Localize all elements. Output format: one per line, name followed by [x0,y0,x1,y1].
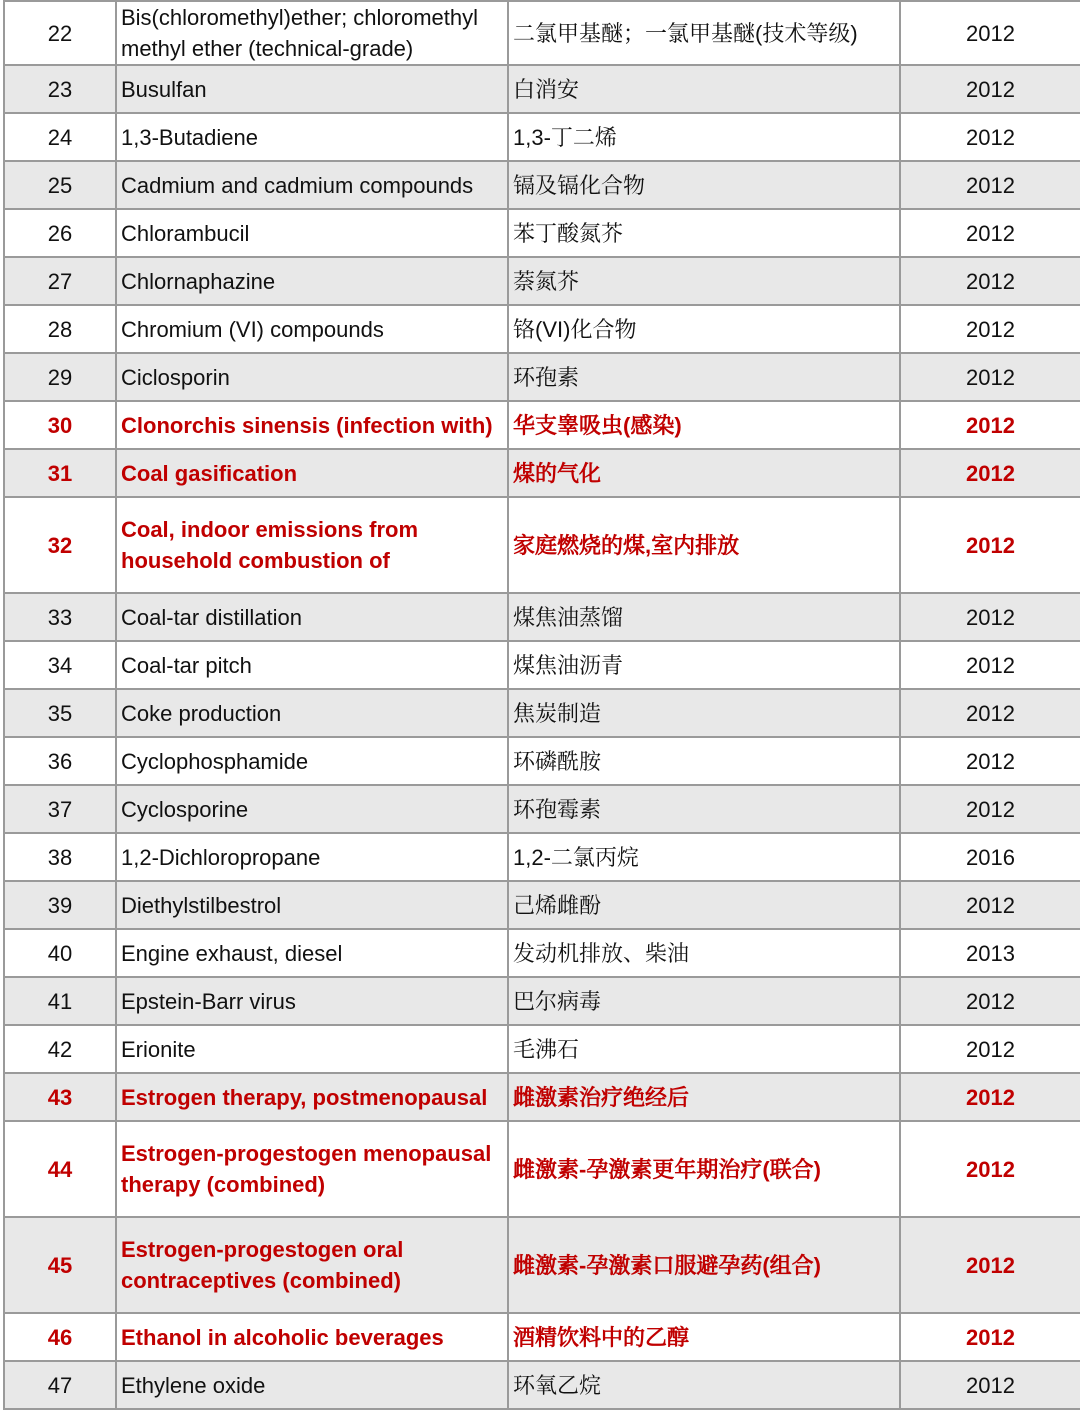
agent-name-chinese: 二氯甲基醚；一氯甲基醚(技术等级) [508,1,900,65]
classification-year: 2012 [900,209,1080,257]
agent-name-chinese: 萘氮芥 [508,257,900,305]
classification-year: 2012 [900,785,1080,833]
agent-name-english: Bis(chloromethyl)ether; chloromethyl methyl ether (technical-grade) [116,1,508,65]
table-body [4,1,1080,1409]
agent-name-chinese: 白消安 [508,65,900,113]
classification-year: 2012 [900,1361,1080,1409]
table-row [4,833,1080,881]
classification-year: 2012 [900,1121,1080,1217]
table-row [4,977,1080,1025]
agent-name-english: Busulfan [116,65,508,113]
agent-name-chinese: 巴尔病毒 [508,977,900,1025]
agent-name-english: 1,3-Butadiene [116,113,508,161]
agent-name-english: Estrogen-progestogen menopausal therapy (combined) [116,1121,508,1217]
agent-name-english: Diethylstilbestrol [116,881,508,929]
agent-name-english: Ciclosporin [116,353,508,401]
classification-year: 2012 [900,1313,1080,1361]
row-number: 29 [4,353,116,401]
row-number: 33 [4,593,116,641]
agent-name-chinese: 铬(VI)化合物 [508,305,900,353]
row-number: 39 [4,881,116,929]
table-row-highlighted [4,1073,1080,1121]
table-row [4,689,1080,737]
agent-name-chinese: 1,2-二氯丙烷 [508,833,900,881]
agent-name-chinese: 煤焦油沥青 [508,641,900,689]
agent-name-chinese: 煤焦油蒸馏 [508,593,900,641]
row-number: 42 [4,1025,116,1073]
agent-name-chinese: 苯丁酸氮芥 [508,209,900,257]
agent-name-chinese: 焦炭制造 [508,689,900,737]
classification-year: 2016 [900,833,1080,881]
agent-name-english: Cadmium and cadmium compounds [116,161,508,209]
agent-name-chinese: 镉及镉化合物 [508,161,900,209]
agent-name-chinese: 1,3-丁二烯 [508,113,900,161]
classification-year: 2012 [900,593,1080,641]
classification-year: 2012 [900,449,1080,497]
table-row [4,1361,1080,1409]
table-row [4,1,1080,65]
agent-name-english: Clonorchis sinensis (infection with) [116,401,508,449]
table-row [4,1025,1080,1073]
table-row [4,737,1080,785]
row-number: 43 [4,1073,116,1121]
table-row [4,209,1080,257]
agent-name-english: Chlorambucil [116,209,508,257]
classification-year: 2012 [900,689,1080,737]
row-number: 23 [4,65,116,113]
row-number: 28 [4,305,116,353]
agent-name-chinese: 毛沸石 [508,1025,900,1073]
table-row-highlighted [4,1121,1080,1217]
classification-year: 2012 [900,881,1080,929]
agent-name-chinese: 环磷酰胺 [508,737,900,785]
row-number: 40 [4,929,116,977]
classification-year: 2012 [900,641,1080,689]
table-row [4,641,1080,689]
agent-name-chinese: 雌激素-孕激素口服避孕药(组合) [508,1217,900,1313]
classification-year: 2012 [900,737,1080,785]
agent-name-english: Ethanol in alcoholic beverages [116,1313,508,1361]
agent-name-english: Cyclosporine [116,785,508,833]
classification-year: 2012 [900,1,1080,65]
agent-name-chinese: 环孢霉素 [508,785,900,833]
agent-name-chinese: 家庭燃烧的煤,室内排放 [508,497,900,593]
agent-name-english: Coke production [116,689,508,737]
classification-year: 2012 [900,1217,1080,1313]
agent-name-english: Erionite [116,1025,508,1073]
row-number: 22 [4,1,116,65]
row-number: 41 [4,977,116,1025]
table-row [4,593,1080,641]
agent-name-english: Engine exhaust, diesel [116,929,508,977]
row-number: 26 [4,209,116,257]
agent-name-chinese: 雌激素-孕激素更年期治疗(联合) [508,1121,900,1217]
classification-year: 2012 [900,65,1080,113]
agent-name-chinese: 发动机排放、柴油 [508,929,900,977]
agent-name-english: Chlornaphazine [116,257,508,305]
table-row [4,785,1080,833]
agent-name-english: Chromium (VI) compounds [116,305,508,353]
table-row [4,305,1080,353]
table-row [4,65,1080,113]
table-row-highlighted [4,497,1080,593]
table-row-highlighted [4,1313,1080,1361]
agent-name-english: Estrogen-progestogen oral contraceptives (combined) [116,1217,508,1313]
classification-year: 2013 [900,929,1080,977]
agent-name-english: Estrogen therapy, postmenopausal [116,1073,508,1121]
agent-name-chinese: 煤的气化 [508,449,900,497]
agent-name-english: Coal-tar pitch [116,641,508,689]
row-number: 36 [4,737,116,785]
agent-name-chinese: 华支睾吸虫(感染) [508,401,900,449]
classification-year: 2012 [900,977,1080,1025]
agent-name-english: Cyclophosphamide [116,737,508,785]
row-number: 31 [4,449,116,497]
row-number: 45 [4,1217,116,1313]
classification-year: 2012 [900,353,1080,401]
classification-year: 2012 [900,1073,1080,1121]
row-number: 30 [4,401,116,449]
row-number: 35 [4,689,116,737]
row-number: 47 [4,1361,116,1409]
classification-year: 2012 [900,161,1080,209]
agent-name-chinese: 己烯雌酚 [508,881,900,929]
classification-year: 2012 [900,113,1080,161]
agent-name-chinese: 环氧乙烷 [508,1361,900,1409]
agent-name-english: Ethylene oxide [116,1361,508,1409]
table-row [4,353,1080,401]
agent-name-english: Coal-tar distillation [116,593,508,641]
classification-year: 2012 [900,497,1080,593]
agent-name-chinese: 酒精饮料中的乙醇 [508,1313,900,1361]
agent-name-english: Epstein-Barr virus [116,977,508,1025]
row-number: 44 [4,1121,116,1217]
table-row [4,257,1080,305]
table-row [4,113,1080,161]
agent-name-english: Coal, indoor emissions from household combustion of [116,497,508,593]
table-row-highlighted [4,449,1080,497]
table-row [4,881,1080,929]
table-row-highlighted [4,401,1080,449]
row-number: 32 [4,497,116,593]
table-row-highlighted [4,1217,1080,1313]
row-number: 46 [4,1313,116,1361]
classification-year: 2012 [900,1025,1080,1073]
agent-name-english: Coal gasification [116,449,508,497]
table-row [4,161,1080,209]
row-number: 38 [4,833,116,881]
agent-name-chinese: 雌激素治疗绝经后 [508,1073,900,1121]
row-number: 37 [4,785,116,833]
row-number: 25 [4,161,116,209]
agent-name-chinese: 环孢素 [508,353,900,401]
classification-year: 2012 [900,257,1080,305]
classification-year: 2012 [900,401,1080,449]
row-number: 24 [4,113,116,161]
row-number: 34 [4,641,116,689]
carcinogen-table [3,0,1080,1410]
row-number: 27 [4,257,116,305]
classification-year: 2012 [900,305,1080,353]
table-row [4,929,1080,977]
agent-name-english: 1,2-Dichloropropane [116,833,508,881]
